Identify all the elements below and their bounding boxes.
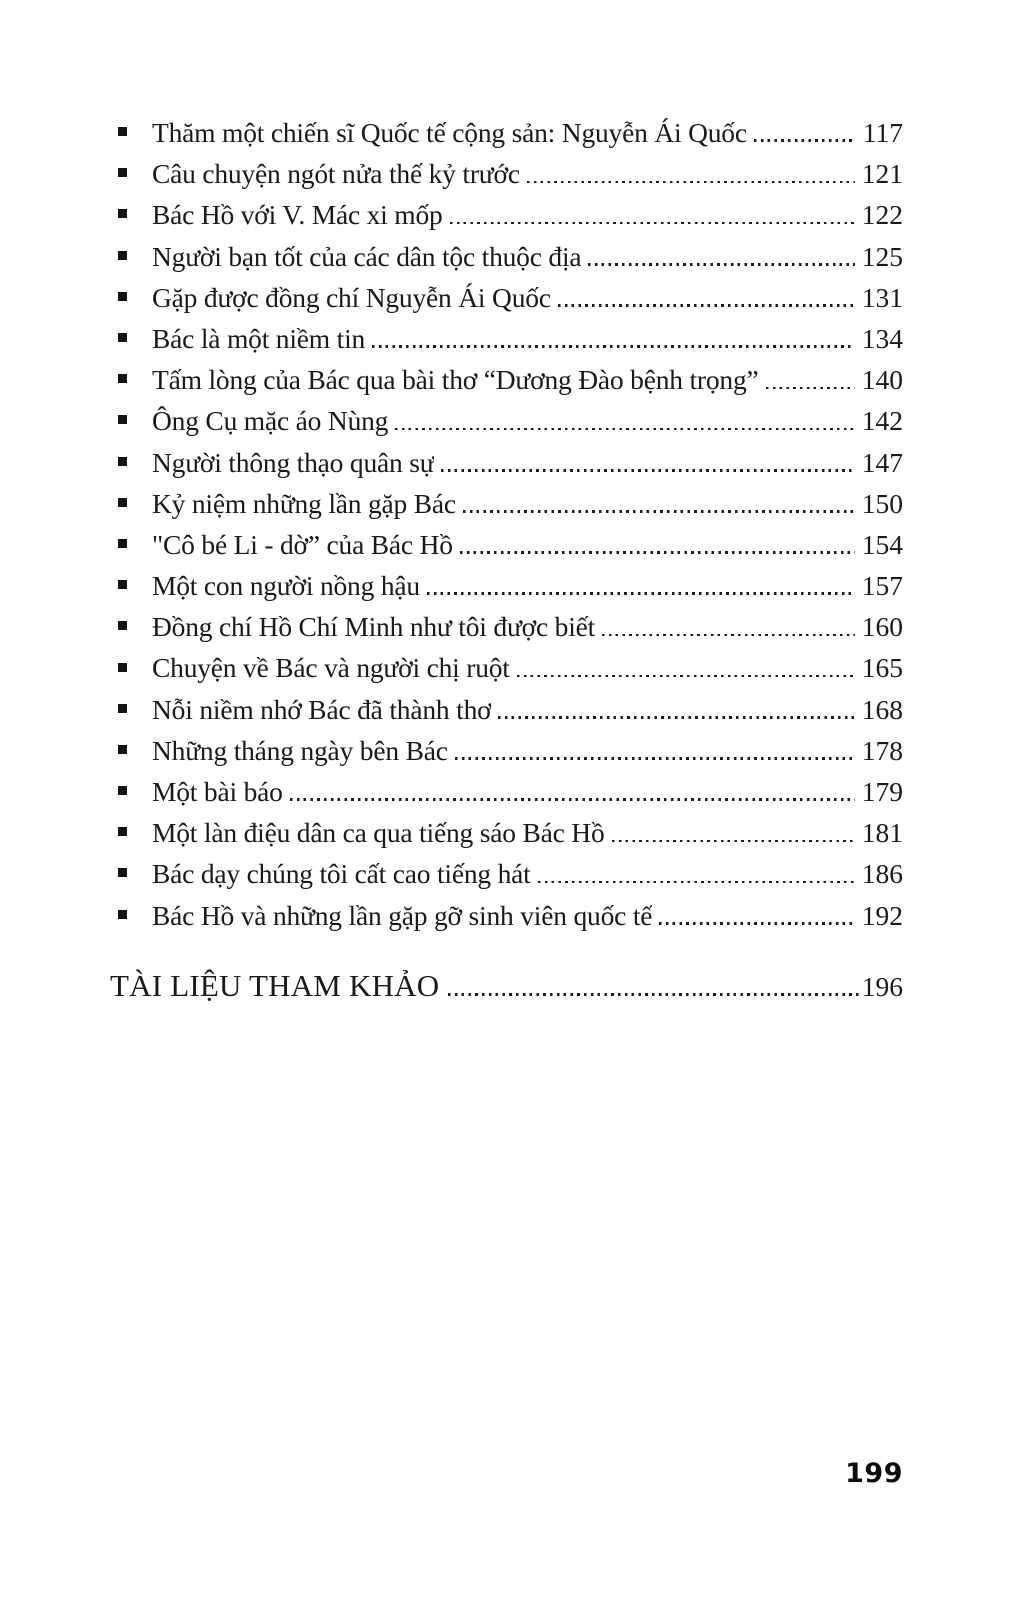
toc-entry-title: Người thông thạo quân sự	[152, 446, 435, 478]
toc-entry-row	[110, 895, 903, 936]
toc-entry-page-number: 142	[861, 405, 903, 437]
dot-leader	[602, 634, 855, 637]
dot-leader	[612, 840, 855, 843]
toc-entry-row	[110, 689, 903, 730]
toc-entry-title: Bác Hồ và những lần gặp gỡ sinh viên quốc tế	[152, 899, 653, 931]
toc-entry-page-number: 168	[861, 693, 903, 725]
toc-entry-title: Người bạn tốt của các dân tộc thuộc địa	[152, 240, 582, 272]
dot-leader	[290, 798, 855, 801]
dot-leader	[659, 922, 854, 925]
toc-entry-title: Một con người nồng hậu	[152, 570, 420, 602]
square-bullet-icon	[118, 333, 127, 342]
dot-leader	[463, 510, 855, 513]
square-bullet-icon	[118, 168, 127, 177]
toc-entry-page-number: 186	[861, 858, 903, 890]
toc-entry-title: Ông Cụ mặc áo Nùng	[152, 405, 389, 437]
toc-entry-page-number: 154	[861, 528, 903, 560]
toc-entry-row	[110, 194, 903, 235]
toc-entry-row	[110, 359, 903, 400]
toc-entry-row	[110, 483, 903, 524]
square-bullet-icon	[118, 209, 127, 218]
toc-entry-title: Nỗi niềm nhớ Bác đã thành thơ	[152, 693, 492, 725]
square-bullet-icon	[118, 374, 127, 383]
dot-leader	[455, 757, 855, 760]
toc-entry-page-number: 117	[862, 117, 903, 148]
toc-entry-title: Bác là một niềm tin	[152, 322, 366, 354]
toc-entry-title: Chuyện về Bác và người chị ruột	[152, 652, 510, 684]
reference-section-title: TÀI LIỆU THAM KHẢO	[110, 967, 440, 1003]
reference-section-page-number: 196	[861, 970, 903, 1002]
square-bullet-icon	[118, 251, 127, 260]
toc-entry-page-number: 179	[861, 776, 903, 807]
toc-entry-row	[110, 771, 903, 812]
toc-entry-page-number: 147	[861, 446, 903, 478]
toc-entry-title: Những tháng ngày bên Bác	[152, 734, 448, 766]
toc-entry-row	[110, 277, 903, 318]
toc-entry-title: Bác Hồ với V. Mác xi mốp	[152, 199, 443, 231]
dot-leader	[448, 993, 861, 996]
dot-leader	[450, 222, 855, 225]
toc-entry-page-number: 134	[861, 322, 903, 354]
toc-entry-page-number: 157	[861, 570, 903, 602]
toc-entry-page-number: 131	[861, 281, 903, 313]
square-bullet-icon	[118, 704, 127, 713]
toc-entry-title: Một làn điệu dân ca qua tiếng sáo Bác Hồ	[152, 817, 605, 849]
toc-entry-page-number: 165	[861, 652, 903, 684]
dot-leader	[372, 345, 855, 348]
square-bullet-icon	[118, 498, 127, 507]
toc-entry-title: Kỷ niệm những lần gặp Bác	[152, 487, 456, 519]
square-bullet-icon	[118, 868, 127, 877]
toc-entry-row	[110, 730, 903, 771]
toc-entry-title: Bác dạy chúng tôi cất cao tiếng hát	[152, 858, 531, 890]
dot-leader	[517, 675, 855, 678]
square-bullet-icon	[118, 621, 127, 630]
toc-entry-row	[110, 153, 903, 194]
dot-leader	[538, 881, 855, 884]
square-bullet-icon	[118, 745, 127, 754]
square-bullet-icon	[118, 827, 127, 836]
dot-leader	[754, 139, 856, 142]
square-bullet-icon	[118, 910, 127, 919]
toc-entry-title: "Cô bé Li - dờ” của Bác Hồ	[152, 528, 453, 560]
toc-entry-title: Thăm một chiến sĩ Quốc tế cộng sản: Nguyễn Ái Quốc	[152, 117, 747, 148]
toc-entry-row	[110, 565, 903, 606]
toc-entry-title: Một bài báo	[152, 776, 283, 807]
toc-entry-page-number: 160	[861, 611, 903, 643]
toc-entry-title: Câu chuyện ngót nửa thế kỷ trước	[152, 158, 520, 190]
square-bullet-icon	[118, 663, 127, 672]
dot-leader	[498, 716, 854, 719]
square-bullet-icon	[118, 292, 127, 301]
dot-leader	[441, 469, 854, 472]
toc-entry-page-number: 121	[861, 158, 903, 190]
dot-leader	[395, 428, 855, 431]
dot-leader	[460, 551, 855, 554]
toc-entry-page-number: 181	[861, 817, 903, 849]
toc-entry-page-number: 192	[861, 899, 903, 931]
toc-entry-row	[110, 647, 903, 688]
square-bullet-icon	[118, 580, 127, 589]
toc-entry-row	[110, 442, 903, 483]
toc-entry-title: Gặp được đồng chí Nguyễn Ái Quốc	[152, 281, 551, 313]
toc-entry-row	[110, 400, 903, 441]
toc-entry-page-number: 140	[861, 364, 903, 396]
toc-entry-list	[110, 112, 903, 936]
page-number-footer: 199	[845, 1458, 903, 1489]
toc-entry-page-number: 122	[861, 199, 903, 231]
toc-entry-row	[110, 236, 903, 277]
toc-entry-row	[110, 318, 903, 359]
table-of-contents	[110, 112, 903, 1008]
toc-entry-title: Đồng chí Hồ Chí Minh như tôi được biết	[152, 611, 596, 643]
toc-entry-page-number: 125	[861, 240, 903, 272]
square-bullet-icon	[118, 127, 127, 136]
toc-entry-page-number: 150	[861, 487, 903, 519]
dot-leader	[427, 592, 855, 595]
toc-entry-page-number: 178	[861, 734, 903, 766]
toc-entry-row	[110, 112, 903, 153]
dot-leader	[588, 263, 854, 266]
reference-section-row	[110, 963, 903, 1008]
square-bullet-icon	[118, 786, 127, 795]
square-bullet-icon	[118, 539, 127, 548]
square-bullet-icon	[118, 415, 127, 424]
toc-entry-row	[110, 606, 903, 647]
toc-entry-row	[110, 853, 903, 894]
toc-entry-title: Tấm lòng của Bác qua bài thơ “Dương Đào bệnh trọng”	[152, 364, 759, 396]
square-bullet-icon	[118, 457, 127, 466]
dot-leader	[558, 304, 855, 307]
dot-leader	[527, 181, 855, 184]
dot-leader	[766, 387, 855, 390]
toc-entry-row	[110, 812, 903, 853]
toc-entry-row	[110, 524, 903, 565]
